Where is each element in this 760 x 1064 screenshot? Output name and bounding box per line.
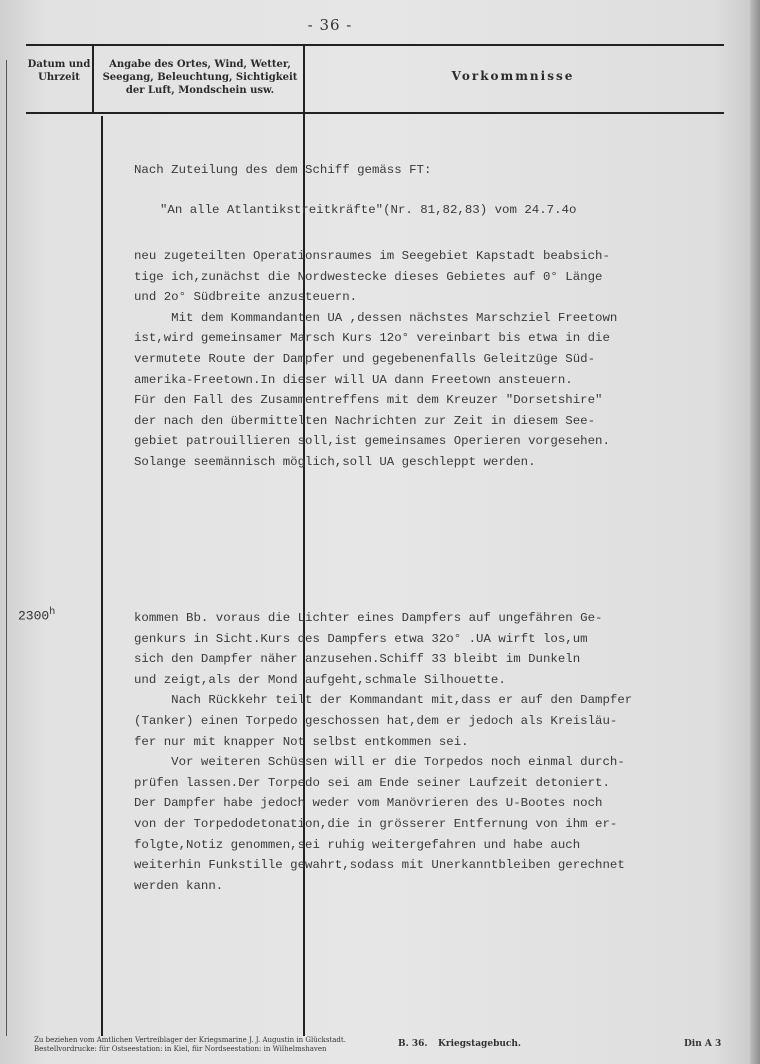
paragraph-operation-plan: neu zugeteilten Operationsraumes im Seegebiet Kapstadt beabsich- tige ich,zunächst die Nordwestecke dieses Gebietes auf 0° Länge und 2o° Südbreite anzusteuern. Mit dem Kommandanten UA ,dessen nächstes Marschziel Freetown ist,wird gemeinsamer Marsch Kurs 12o° vereinbart bis etwa in die vermutete Route der Dampfer und gegebenenfalls Geleitzüge Süd- amerika-Freetown.In dieser will UA dann Freetown ansteuern. Für den Fall des Zusammentreffens mit dem Kreuzer "Dorsetshire" der nach den übermittelten Nachrichten zur Zeit in diesem See- gebiet patrouillieren soll,ist gemeinsames Operieren vorgesehen. Solange seemännisch möglich,soll UA geschleppt werden. xyxy=(134,249,618,469)
page-edge xyxy=(750,0,760,1064)
paragraph-steamer-sighting: kommen Bb. voraus die Lichter eines Dampfers auf ungefähren Ge- genkurs in Sicht.Kurs des Dampfers etwa 32o° .UA wirft los,um sich den Dampfer näher anzusehen.Schiff 33 bleibt im Dunkeln und zeigt,als der Mond aufgeht,schmale Silhouette. Nach Rückkehr teilt der Kommandant mit,dass er auf den Dampfer (Tanker) einen Torpedo geschossen hat,dem er jedoch als Kreisläu- fer nur mit knapper Not selbst entkommen sei. Vor weiteren Schüssen will er die Torpedos noch einmal durch- prüfen lassen.Der Torpedo sei am Ende seiner Laufzeit detoniert. Der Dampfer habe jedoch weder vom Manövrieren des U-Bootes noch von der Torpedodetonation,die in grösserer Entfernung von ihm er- folgte,Notiz genommen,sei ruhig weitergefahren und habe auch weiterhin Funkstille gewahrt,sodass mit Unerkanntbleiben gerechnet werden kann. xyxy=(134,611,633,893)
time-value: 2300 xyxy=(18,608,50,624)
page-number: - 36 - xyxy=(307,16,353,34)
header-location-weather: Angabe des Ortes, Wind, Wetter, Seegang, Beleuchtung, Sichtigkeit der Luft, Mondschein usw. xyxy=(102,59,298,96)
top-rule xyxy=(26,44,724,46)
header-events: Vorkommnisse xyxy=(451,69,575,83)
header-bottom-rule xyxy=(26,112,724,114)
paragraph-radio-message: "An alle Atlantikstreitkräfte"(Nr. 81,82,83) vom 24.7.4o xyxy=(160,203,577,217)
column-divider-1-body xyxy=(101,116,103,1036)
time-entry-2300 xyxy=(18,607,55,623)
header-date-time: Datum und Uhrzeit xyxy=(27,59,91,83)
column-divider-1 xyxy=(92,46,94,112)
left-margin-line xyxy=(6,60,7,1036)
footer-title: Kriegstagebuch. xyxy=(438,1039,522,1049)
footer-paper-size: Din A 3 xyxy=(684,1039,722,1049)
footer-form-number: B. 36. xyxy=(398,1039,428,1049)
time-suffix: h xyxy=(49,607,56,618)
paragraph-assignment: Nach Zuteilung des dem Schiff gemäss FT: xyxy=(134,163,432,177)
footer-note: Zu beziehen vom Amtlichen Vertreiblager der Kriegsmarine J. J. Augustin in Glückstadt. Bestellvordrucke: für Ostseestation: in Kiel, für Nordseestation: in Wilhelmshaven xyxy=(34,1036,346,1053)
